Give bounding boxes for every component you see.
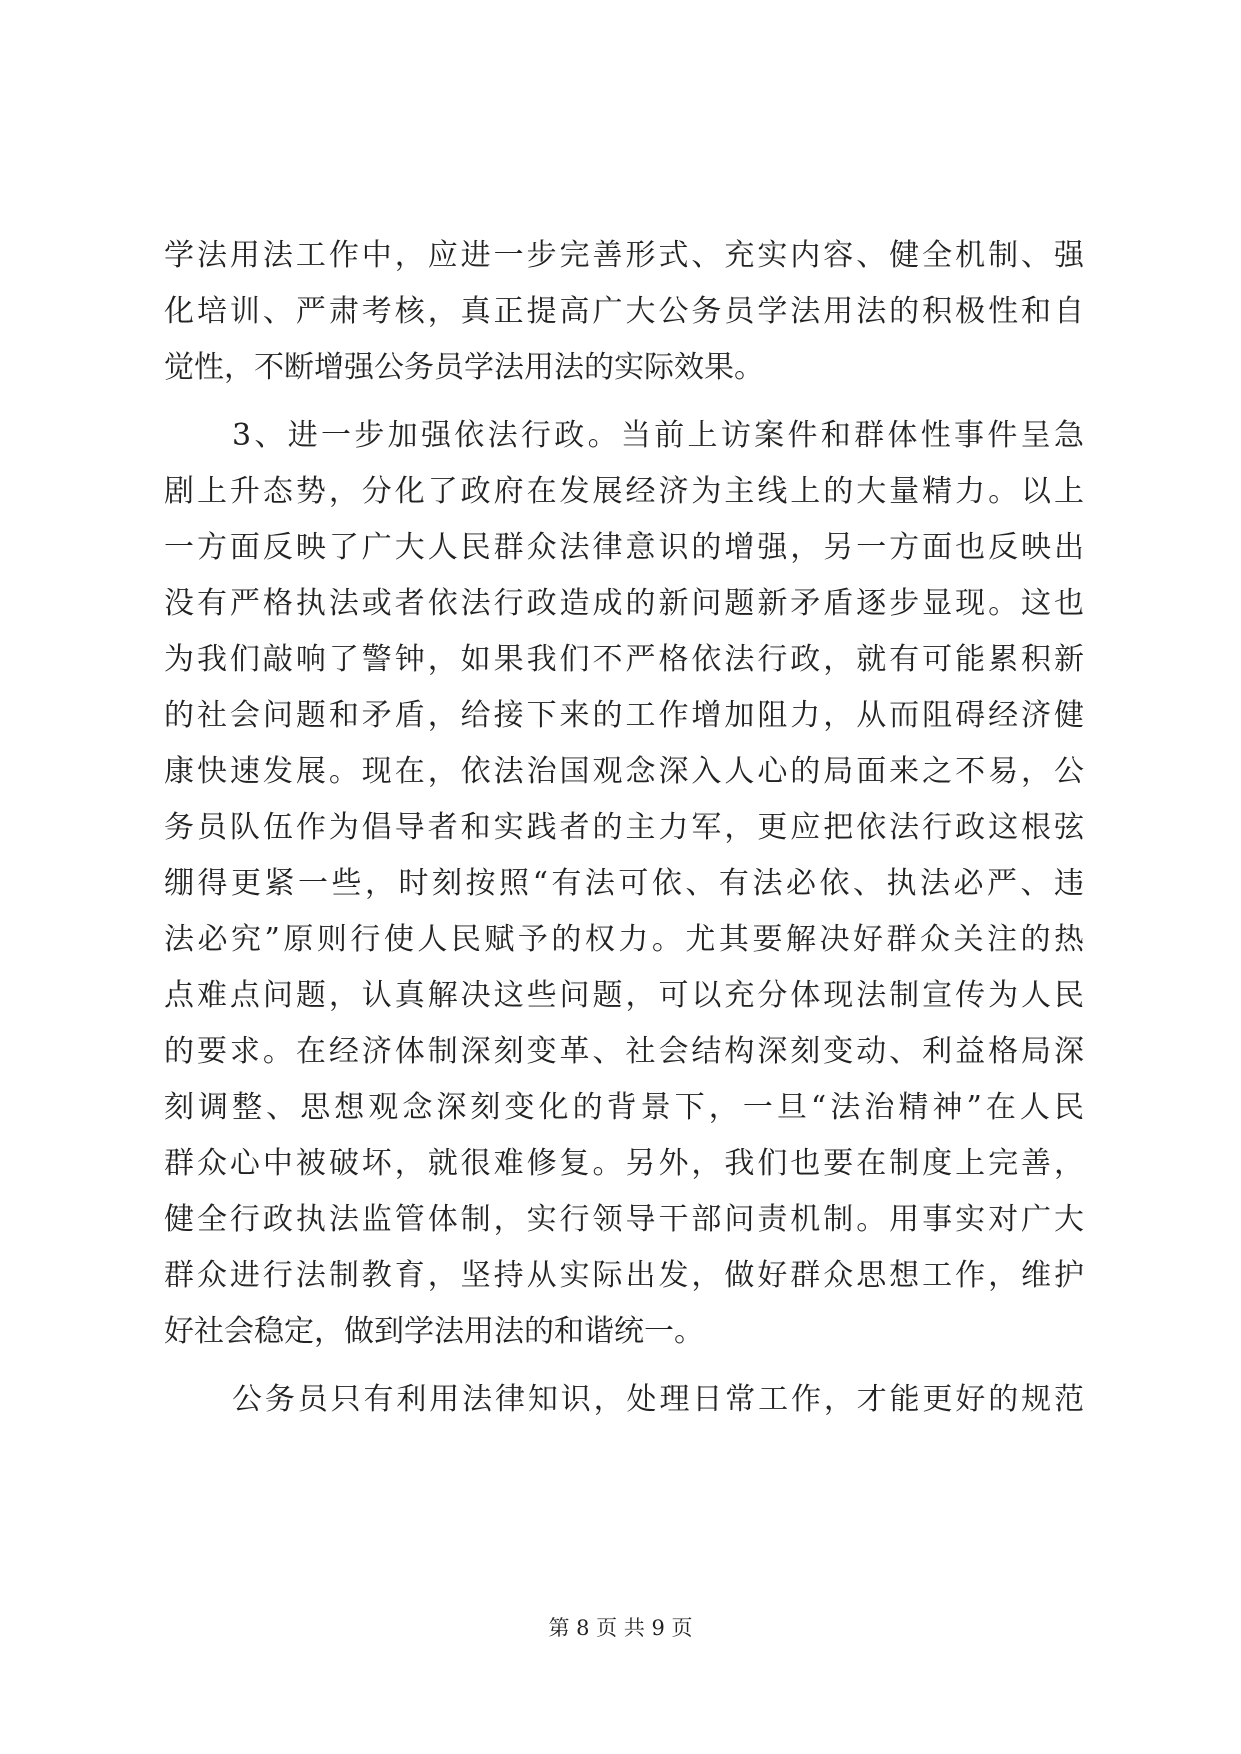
text-line: 好社会稳定，做到学法用法的和谐统一。 (164, 1314, 704, 1349)
text-line: 绷得更紧一些，时刻按照“有法可依、有法必依、执法必严、违 (164, 866, 1084, 901)
page-number-footer: 第 8 页 共 9 页 (548, 1616, 693, 1640)
text-line: 法必究”原则行使人民赋予的权力。尤其要解决好群众关注的热 (164, 922, 1084, 957)
text-line: 刻调整、思想观念深刻变化的背景下，一旦“法治精神”在人民 (164, 1090, 1084, 1125)
text-line: 群众心中被破坏，就很难修复。另外，我们也要在制度上完善， (164, 1146, 1084, 1181)
text-line: 点难点问题，认真解决这些问题，可以充分体现法制宣传为人民 (164, 978, 1084, 1013)
document-body (164, 228, 1084, 1428)
text-line: 3、进一步加强依法行政。当前上访案件和群体性事件呈急 (232, 418, 1084, 453)
text-line: 健全行政执法监管体制，实行领导干部问责机制。用事实对广大 (164, 1202, 1084, 1237)
text-line: 化培训、严肃考核，真正提高广大公务员学法用法的积极性和自 (164, 294, 1084, 329)
text-line: 群众进行法制教育，坚持从实际出发，做好群众思想工作，维护 (164, 1258, 1084, 1293)
text-line: 务员队伍作为倡导者和实践者的主力军，更应把依法行政这根弦 (164, 810, 1084, 845)
text-line: 康快速发展。现在，依法治国观念深入人心的局面来之不易，公 (164, 754, 1084, 789)
text-line: 为我们敲响了警钟，如果我们不严格依法行政，就有可能累积新 (164, 642, 1084, 677)
text-line: 觉性，不断增强公务员学法用法的实际效果。 (164, 350, 764, 385)
text-line: 一方面反映了广大人民群众法律意识的增强，另一方面也反映出 (164, 530, 1084, 565)
text-line: 的要求。在经济体制深刻变革、社会结构深刻变动、利益格局深 (164, 1034, 1084, 1069)
text-line: 学法用法工作中，应进一步完善形式、充实内容、健全机制、强 (164, 238, 1084, 273)
text-line: 公务员只有利用法律知识，处理日常工作，才能更好的规范 (232, 1382, 1084, 1417)
text-line: 的社会问题和矛盾，给接下来的工作增加阻力，从而阻碍经济健 (164, 698, 1084, 733)
text-line: 剧上升态势，分化了政府在发展经济为主线上的大量精力。以上 (164, 474, 1084, 509)
text-line: 没有严格执法或者依法行政造成的新问题新矛盾逐步显现。这也 (164, 586, 1084, 621)
